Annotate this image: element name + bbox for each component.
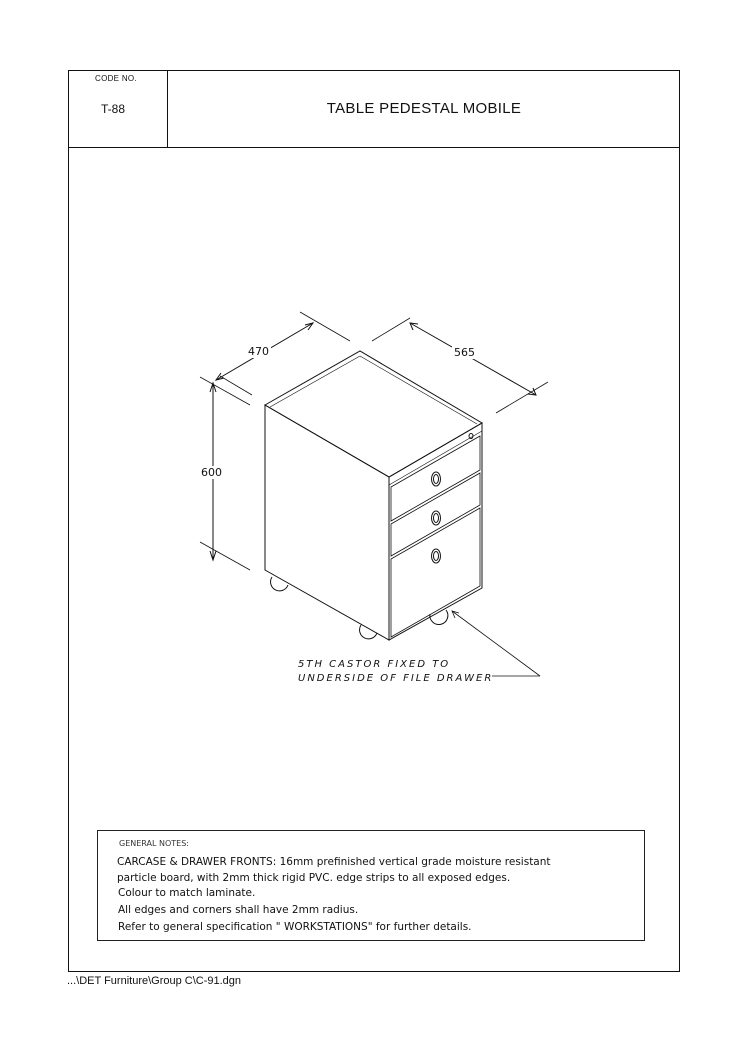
notes-line: Colour to match laminate. <box>118 887 256 899</box>
notes-heading: GENERAL NOTES: <box>119 839 189 848</box>
drawer-3 <box>391 508 480 637</box>
drawing-title: TABLE PEDESTAL MOBILE <box>326 100 522 117</box>
castor-callout <box>298 658 493 686</box>
notes-line: All edges and corners shall have 2mm radius. <box>118 904 359 916</box>
notes-line: CARCASE & DRAWER FRONTS: 16mm prefinished vertical grade moisture resistant <box>117 856 551 868</box>
notes-line: particle board, with 2mm thick rigid PVC. edge strips to all exposed edges. <box>117 872 511 884</box>
drawer-2 <box>391 473 480 556</box>
callout-line-2: UNDERSIDE OF FILE DRAWER <box>298 673 494 684</box>
castor-icon <box>271 577 288 591</box>
callout-line-1: 5TH CASTOR FIXED TO <box>298 659 451 670</box>
lock-icon <box>469 434 473 439</box>
cabinet-front <box>389 423 482 640</box>
cabinet-top <box>265 351 482 477</box>
code-label: CODE NO. <box>95 74 137 83</box>
height-dimension-label: 600 <box>201 466 222 479</box>
cabinet-side <box>265 405 389 640</box>
code-value: T-88 <box>101 102 126 116</box>
depth-dimension-label: 565 <box>454 346 475 359</box>
width-dimension-label: 470 <box>248 345 269 358</box>
general-notes-box <box>97 830 645 941</box>
notes-line: Refer to general specification " WORKSTATIONS" for further details. <box>118 921 472 933</box>
file-path: ...\DET Furniture\Group C\C-91.dgn <box>67 975 242 987</box>
drawer-1 <box>391 436 480 521</box>
